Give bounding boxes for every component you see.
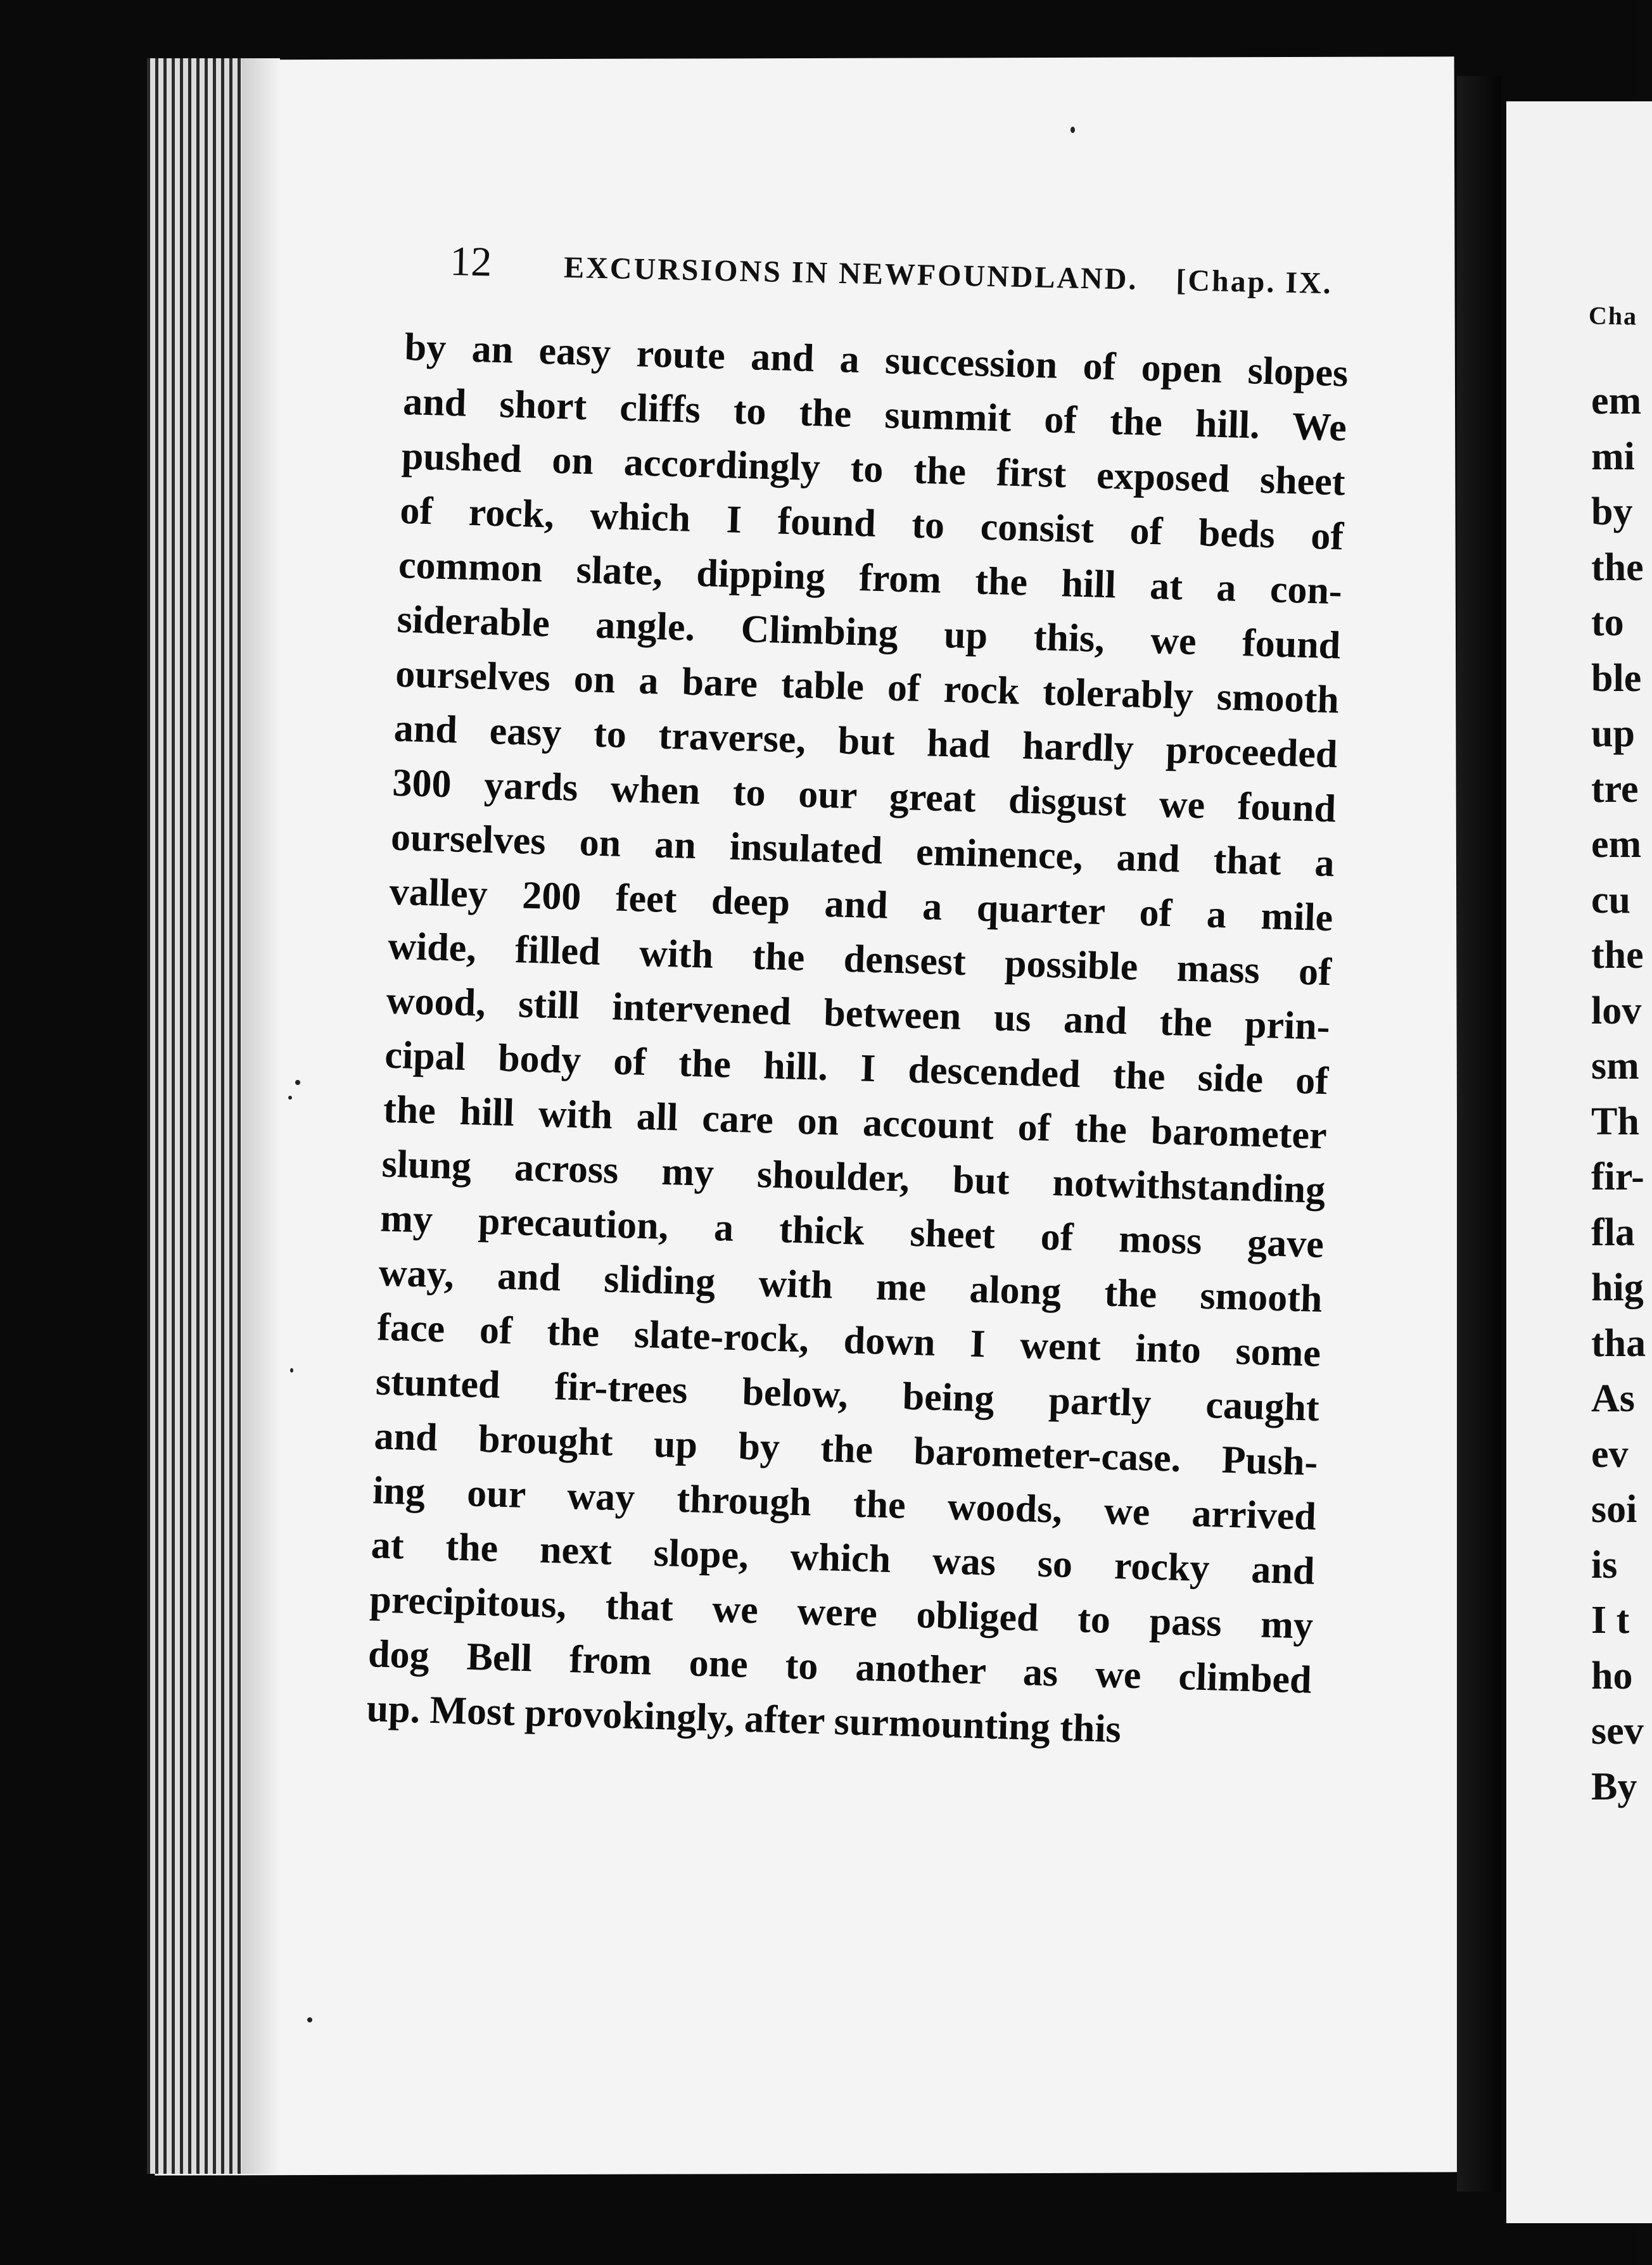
right-page-text <box>1591 374 1646 1815</box>
ink-speck <box>307 2017 312 2022</box>
ink-speck <box>290 1368 293 1373</box>
text-fragment: mi <box>1591 435 1635 478</box>
text-fragment: tha <box>1591 1321 1646 1365</box>
text-line: ourselves on a bare table of rock tolerably smooth <box>395 652 1340 722</box>
text-line: at the next slope, which was so rocky and <box>371 1523 1316 1593</box>
ink-speck <box>295 1080 300 1085</box>
text-line: and brought up by the barometer-case. Push- <box>373 1414 1319 1484</box>
text-fragment: to <box>1591 601 1624 644</box>
text-line: wide, filled with the densest possible mass of <box>387 924 1332 994</box>
text-fragment: I t <box>1591 1599 1630 1642</box>
text-fragment: the <box>1591 545 1644 589</box>
text-line: slung across my shoulder, but notwithstanding <box>381 1142 1326 1212</box>
text-fragment: lov <box>1591 989 1642 1032</box>
text-fragment: As <box>1591 1377 1635 1420</box>
text-fragment: Th <box>1591 1100 1639 1143</box>
text-fragment: cu <box>1591 878 1630 922</box>
text-line: common slate, dipping from the hill at a con- <box>398 543 1343 613</box>
text-fragment: tre <box>1591 767 1639 811</box>
text-fragment: sev <box>1591 1710 1644 1753</box>
body-text <box>366 320 1349 1762</box>
text-fragment: ble <box>1591 656 1642 700</box>
text-line: cipal body of the hill. I descended the side of <box>384 1033 1329 1103</box>
text-fragment: sm <box>1591 1044 1639 1088</box>
page-edge-shadow <box>242 58 280 2174</box>
text-line: of rock, which I found to consist of beds of <box>399 488 1344 559</box>
book-gutter <box>1457 76 1501 2192</box>
text-line: by an easy route and a succession of open slopes <box>403 325 1349 395</box>
chapter-mark: [Chap. IX. <box>1175 263 1333 301</box>
text-fragment: By <box>1591 1765 1637 1808</box>
text-fragment: by <box>1591 490 1633 533</box>
text-fragment: fla <box>1591 1210 1635 1254</box>
text-line: valley 200 feet deep and a quarter of a mile <box>388 870 1334 940</box>
text-line: dog Bell from one to another as we climbed <box>367 1632 1312 1702</box>
ink-speck <box>288 1096 292 1100</box>
text-fragment: up <box>1591 712 1635 755</box>
text-line: up. Most provokingly, after surmounting this <box>365 1687 1122 1751</box>
text-fragment: em <box>1591 823 1642 866</box>
text-line: face of the slate-rock, down I went into some <box>376 1305 1321 1375</box>
text-line: and short cliffs to the summit of the hill. We <box>402 379 1347 450</box>
text-fragment: ho <box>1591 1654 1633 1697</box>
ink-speck <box>1071 127 1075 133</box>
text-line: pushed on accordingly to the first exposed sheet <box>401 434 1346 504</box>
text-fragment: is <box>1591 1543 1618 1587</box>
text-line: precipitous, that we were obliged to pass my <box>369 1578 1314 1647</box>
text-line: my precaution, a thick sheet of moss gave <box>379 1196 1325 1267</box>
text-line: ing our way through the woods, we arrived <box>372 1469 1317 1539</box>
text-line: 300 yards when to our great disgust we found <box>391 761 1337 831</box>
text-line: wood, still intervened between us and the prin- <box>386 979 1331 1049</box>
text-fragment: fir- <box>1591 1155 1644 1198</box>
text-line: and easy to traverse, but had hardly proceeded <box>393 706 1338 777</box>
text-line: siderable angle. Climbing up this, we found <box>396 597 1342 668</box>
text-fragment: soi <box>1591 1488 1637 1531</box>
text-fragment: the <box>1591 934 1644 977</box>
text-line: stunted fir-trees below, being partly caught <box>375 1360 1320 1430</box>
text-fragment: ev <box>1591 1432 1629 1476</box>
text-line: way, and sliding with me along the smooth <box>378 1251 1323 1321</box>
text-line: the hill with all care on account of the barometer <box>383 1088 1328 1158</box>
text-fragment: hig <box>1591 1266 1644 1309</box>
running-head-title: EXCURSIONS IN NEWFOUNDLAND. <box>563 250 1138 296</box>
page-number: 12 <box>449 238 493 286</box>
text-line: ourselves on an insulated eminence, and that a <box>390 815 1335 885</box>
text-fragment: em <box>1591 379 1642 422</box>
right-running-head: Cha <box>1588 301 1638 331</box>
page-edge-strips <box>147 58 242 2174</box>
